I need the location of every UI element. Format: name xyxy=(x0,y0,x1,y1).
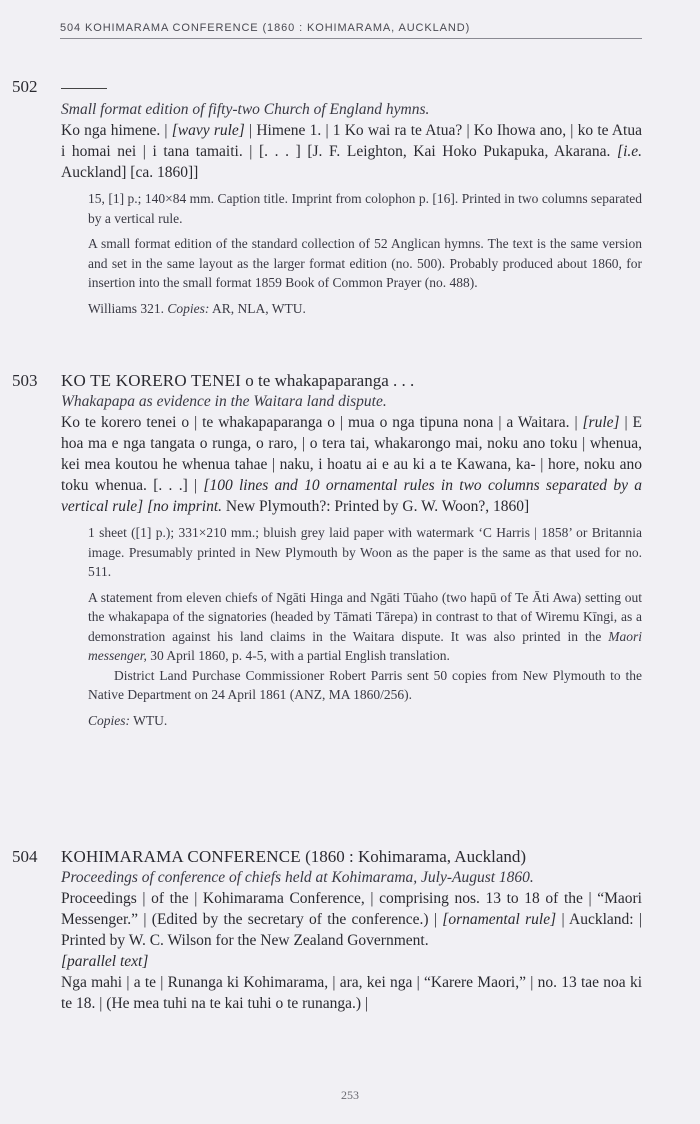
entry-subtitle: Small format edition of fifty-two Church of England hymns. xyxy=(61,101,430,118)
note: A small format edition of the standard collection of 52 Anglican hymns. The text is the same version and set in the same layout as the larger format edition (no. 500). Probably produced about 1860, for insertion into the small format 1859 Book of Common Prayer (no. 488). xyxy=(88,236,642,290)
entry-503 xyxy=(0,371,700,730)
heading-dash-rule xyxy=(61,88,107,89)
transcription: Ko nga himene. | [wavy rule] | Himene 1. | 1 Ko wai ra te Atua? | Ko Ihowa ano, | ko te Atua i homai nei | i tana tamaiti. | [. . . ] [J. F. Leighton, Kai Hoko Pukapuka, Akarana. [i.e. Auckland] [ca. 1860]] xyxy=(61,122,642,181)
entry-heading: KO TE KORERO TENEI o te whakapaparanga . . . xyxy=(61,371,415,390)
entry-504 xyxy=(0,847,700,1014)
parallel-text-label: [parallel text] xyxy=(61,953,149,970)
entry-number: 502 xyxy=(12,77,38,96)
entry-heading xyxy=(61,77,642,97)
entry-subtitle: Whakapapa as evidence in the Waitara land dispute. xyxy=(61,393,387,410)
transcription: Ko te korero tenei o | te whakapaparanga o | mua o nga tipuna nona | a Waitara. | [rule] | E hoa ma e nga tangata o runga, o raro, | o tera tai, whakarongo mai, noku ano toku | whenua, kei mea koutou he whenua tahae | naku, i hoatu ai e au ki a te Kawana, ka- | hore, noku ano toku whenua. [. . .] | [100 lines and 10 ornamental rules in two columns separated by a vertical rule] [no imprint. New Plymouth?: Printed by G. W. Woon?, 1860] xyxy=(61,414,642,515)
copies: Copies: WTU. xyxy=(88,712,168,728)
entry-heading: KOHIMARAMA CONFERENCE (1860 : Kohimarama, Auckland) xyxy=(61,847,527,866)
note: District Land Purchase Commissioner Robert Parris sent 50 copies from New Plymouth to the Native Department on 24 April 1861 (ANZ, MA 1860/256). xyxy=(88,667,642,702)
references: Williams 321. Copies: AR, NLA, WTU. xyxy=(88,300,306,316)
note: A statement from eleven chiefs of Ngāti Hinga and Ngāti Tūaho (two hapū of Te Āti Awa) setting out the whakapapa of the signatories (headed by Tāmati Tārepa) in contrast to that of Wiremu Kīngi, as a demonstration against his land claims in the Waitara dispute. It was also printed in the Maori messenger, 30 April 1860, p. 4-5, with a partial English translation. xyxy=(88,589,642,663)
entry-number: 504 xyxy=(12,847,38,866)
physical-description: 15, [1] p.; 140×84 mm. Caption title. Imprint from colophon p. [16]. Printed in two columns separated by a vertical rule. xyxy=(88,191,642,226)
page-number: 253 xyxy=(341,1088,359,1102)
entry-number: 503 xyxy=(12,371,38,390)
entry-subtitle: Proceedings of conference of chiefs held at Kohimarama, July-August 1860. xyxy=(61,869,534,886)
transcription: Proceedings | of the | Kohimarama Conference, | comprising nos. 13 to 18 of the | “Maori Messenger.” | (Edited by the secretary of the conference.) | [ornamental rule] | Auckland: | Printed by W. C. Wilson for the New Zealand Government. xyxy=(61,890,642,949)
entry-502 xyxy=(0,77,700,318)
maori-transcription: Nga mahi | a te | Runanga ki Kohimarama, | ara, kei nga | “Karere Maori,” | no. 13 tae noa ki te 18. | (He mea tuhi na te kai tuhi o te runanga.) | xyxy=(61,974,642,1012)
running-head: 504 KOHIMARAMA CONFERENCE (1860 : KOHIMARAMA, AUCKLAND) xyxy=(60,22,642,39)
physical-description: 1 sheet ([1] p.); 331×210 mm.; bluish grey laid paper with watermark ‘C Harris | 1858’ or Britannia image. Presumably printed in New Plymouth by Woon as the paper is the same as that used for no. 511. xyxy=(88,525,642,579)
